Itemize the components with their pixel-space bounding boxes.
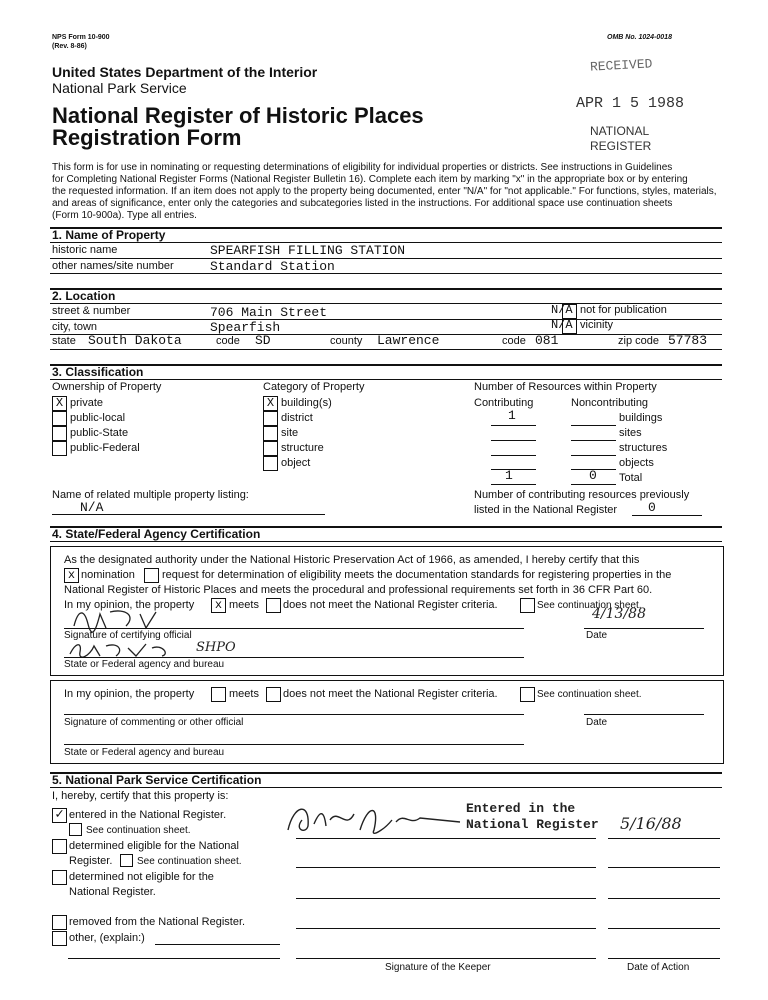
section-rule xyxy=(50,364,722,366)
service-name: National Park Service xyxy=(52,80,187,96)
received-date-stamp: APR 1 5 1988 xyxy=(576,95,685,112)
blank-line xyxy=(52,514,325,515)
instructions-line3: the requested information. If an item does not apply to the property being documented, enter "N/A" for "not applicable." For functions, styles, materials, xyxy=(52,186,717,197)
meets-checkbox[interactable]: x xyxy=(211,598,226,613)
keeper-date-line xyxy=(608,867,720,868)
agency-value[interactable]: SHPO xyxy=(196,640,236,655)
city-label: city, town xyxy=(52,321,98,333)
keeper-date-line xyxy=(608,898,720,899)
instructions-line5: (Form 10-900a). Type all entries. xyxy=(52,210,197,221)
opinion-label: In my opinion, the property xyxy=(64,599,195,611)
see-continuation-label: See continuation sheet. xyxy=(537,600,642,611)
category-site-label: site xyxy=(281,427,299,439)
agency-line xyxy=(64,657,524,658)
blank-line xyxy=(491,469,536,470)
keeper-line xyxy=(296,928,596,929)
total-label: Total xyxy=(619,472,643,484)
meets-label: meets xyxy=(229,599,259,611)
keeper-certify-text: I, hereby, certify that this property is: xyxy=(52,790,229,802)
vicinity-checkbox[interactable] xyxy=(562,319,577,334)
blank-line xyxy=(491,484,536,485)
instructions-line2: for Completing National Register Forms (National Register Bulletin 16). Complete each item by marking "x" in the appropriate box or by entering xyxy=(52,174,688,185)
ownership-private-label: private xyxy=(70,397,104,409)
county-value[interactable]: Lawrence xyxy=(377,333,440,348)
stamp-national: NATIONAL xyxy=(590,124,650,138)
city-value[interactable]: Spearfish xyxy=(210,320,281,335)
other-names-value[interactable]: Standard Station xyxy=(210,259,335,274)
section-rule xyxy=(50,288,722,290)
buildings-contributing[interactable]: 1 xyxy=(508,408,516,423)
category-buildings-label: building(s) xyxy=(281,397,332,409)
other-names-label: other names/site number xyxy=(52,260,174,272)
eligible-label-line1: determined eligible for the National xyxy=(69,840,239,852)
ownership-private-checkbox[interactable]: X xyxy=(52,396,67,411)
resources-heading: Number of Resources within Property xyxy=(474,381,657,393)
other-checkbox[interactable] xyxy=(52,931,67,946)
date-of-action-label: Date of Action xyxy=(627,962,690,973)
ownership-public-state-label: public-State xyxy=(70,427,129,439)
keeper-date-line xyxy=(608,958,720,959)
form-number: NPS Form 10-900 xyxy=(52,34,110,41)
signature-line xyxy=(64,628,524,629)
section-rule xyxy=(50,541,722,542)
historic-name-label: historic name xyxy=(52,244,118,256)
ownership-public-local-label: public-local xyxy=(70,412,126,424)
keeper-line xyxy=(296,898,596,899)
other-explain-line xyxy=(155,944,280,945)
field-rule xyxy=(50,349,722,350)
instructions-line1: This form is for use in nominating or requesting determinations of eligibility for individual properties or districts. See instructions in Guidelines xyxy=(52,162,673,173)
total-noncontributing[interactable]: 0 xyxy=(589,468,597,483)
ownership-public-state-checkbox[interactable] xyxy=(52,426,67,441)
signature-label: Signature of certifying official xyxy=(64,630,192,641)
contributing-heading: Contributing xyxy=(474,397,534,409)
does-not-meet-checkbox[interactable] xyxy=(266,598,281,613)
previously-listed-value[interactable]: 0 xyxy=(648,500,656,515)
previously-listed-line2: listed in the National Register xyxy=(474,504,618,516)
category-district-label: district xyxy=(281,412,313,424)
form-revision: (Rev. 8-86) xyxy=(52,43,87,50)
historic-name-value[interactable]: SPEARFISH FILLING STATION xyxy=(210,243,406,258)
field-rule xyxy=(50,319,722,320)
opinion2-label: In my opinion, the property xyxy=(64,688,195,700)
signature2-label: Signature of commenting or other official xyxy=(64,717,244,728)
category-heading: Category of Property xyxy=(263,381,365,393)
removed-label: removed from the National Register. xyxy=(69,916,246,928)
street-value[interactable]: 706 Main Street xyxy=(210,305,328,320)
entered-stamp-line1: Entered in the xyxy=(466,801,576,816)
blank-line xyxy=(571,455,616,456)
date-of-action-value[interactable]: 5/16/88 xyxy=(620,814,682,833)
not-for-publication-mark[interactable]: N/A xyxy=(551,303,573,317)
date-line xyxy=(584,714,704,715)
blank-line xyxy=(571,440,616,441)
not-eligible-label-line1: determined not eligible for the xyxy=(69,871,214,883)
entered-stamp-line2: National Register xyxy=(466,817,599,832)
keeper-line xyxy=(296,838,596,839)
keeper-signature-label: Signature of the Keeper xyxy=(385,962,491,973)
section-1-heading: 1. Name of Property xyxy=(52,228,166,242)
keeper-line xyxy=(296,958,596,959)
category-site-checkbox[interactable] xyxy=(263,426,278,441)
request-checkbox[interactable] xyxy=(144,568,159,583)
signature-line xyxy=(64,714,524,715)
meets2-checkbox[interactable] xyxy=(211,687,226,702)
agency2-label: State or Federal agency and bureau xyxy=(64,747,225,758)
field-rule xyxy=(50,258,722,259)
state-code-label: code xyxy=(216,335,240,347)
does-not-meet2-label: does not meet the National Register criteria. xyxy=(283,688,498,700)
state-label: state xyxy=(52,335,76,347)
see-continuation-checkbox[interactable] xyxy=(520,598,535,613)
eligible-label-line2: Register. xyxy=(69,855,113,867)
section-3-heading: 3. Classification xyxy=(52,365,144,379)
keeper-date-line xyxy=(608,838,720,839)
certification-text-line3: National Register of Historic Places and meets the procedural and professional requirements set forth in 36 CFR Part 60. xyxy=(64,584,653,596)
not-eligible-label-line2: National Register. xyxy=(69,886,156,898)
removed-checkbox[interactable] xyxy=(52,915,67,930)
ownership-heading: Ownership of Property xyxy=(52,381,162,393)
section-5-heading: 5. National Park Service Certification xyxy=(52,773,262,787)
category-district-checkbox[interactable] xyxy=(263,411,278,426)
does-not-meet2-checkbox[interactable] xyxy=(266,687,281,702)
eligible-continuation-checkbox[interactable] xyxy=(120,854,133,867)
see-continuation2-checkbox[interactable] xyxy=(520,687,535,702)
county-label: county xyxy=(330,335,363,347)
category-buildings-checkbox[interactable]: X xyxy=(263,396,278,411)
ownership-public-federal-label: public-Federal xyxy=(70,442,140,454)
zip-value[interactable]: 57783 xyxy=(668,333,708,348)
multiple-listing-value[interactable]: N/A xyxy=(80,500,104,515)
category-object-checkbox[interactable] xyxy=(263,456,278,471)
instructions-line4: and areas of significance, enter only the categories and subcategories listed in the instructions. For additional space use continuation sheets xyxy=(52,198,673,209)
objects-label: objects xyxy=(619,457,654,469)
section-4-heading: 4. State/Federal Agency Certification xyxy=(52,527,261,541)
section-rule xyxy=(50,787,722,788)
street-label: street & number xyxy=(52,305,131,317)
state-code-value[interactable]: SD xyxy=(255,333,271,348)
entered-label: entered in the National Register. xyxy=(69,809,227,821)
department-name: United States Department of the Interior xyxy=(52,64,318,80)
certification-text-line1: As the designated authority under the National Historic Preservation Act of 1966, as amended, I hereby certify that this xyxy=(64,554,640,566)
keeper-date-line xyxy=(608,928,720,929)
nomination-label: nomination xyxy=(81,569,135,581)
form-title-line2: Registration Form xyxy=(52,125,242,150)
date2-label: Date xyxy=(586,717,608,728)
sites-label: sites xyxy=(619,427,642,439)
other-explain-line xyxy=(68,958,280,959)
entered-continuation-checkbox[interactable] xyxy=(69,823,82,836)
agency-label: State or Federal agency and bureau xyxy=(64,659,225,670)
blank-line xyxy=(491,425,536,426)
category-structure-checkbox[interactable] xyxy=(263,441,278,456)
omb-number: OMB No. 1024-0018 xyxy=(607,34,672,41)
vicinity-mark[interactable]: N/A xyxy=(551,318,573,332)
agency-line xyxy=(64,744,524,745)
blank-line xyxy=(571,484,616,485)
section-2-heading: 2. Location xyxy=(52,289,116,303)
date-label: Date xyxy=(586,630,608,641)
ownership-public-federal-checkbox[interactable] xyxy=(52,441,67,456)
not-for-publication-label: not for publication xyxy=(580,304,667,316)
date-line xyxy=(584,628,704,629)
request-label: request for determination of eligibility meets the documentation standards for registering properties in the xyxy=(162,569,672,581)
multiple-listing-label: Name of related multiple property listing: xyxy=(52,489,249,501)
county-code-label: code xyxy=(502,335,526,347)
eligible-continuation-label: See continuation sheet. xyxy=(137,856,242,867)
category-object-label: object xyxy=(281,457,311,469)
buildings-label: buildings xyxy=(619,412,663,424)
nomination-checkbox[interactable]: x xyxy=(64,568,79,583)
other-label: other, (explain:) xyxy=(69,932,145,944)
entered-checkbox[interactable]: ✓ xyxy=(52,808,67,823)
section-rule xyxy=(50,379,722,380)
blank-line xyxy=(571,425,616,426)
blank-line xyxy=(632,515,702,516)
total-contributing[interactable]: 1 xyxy=(505,468,513,483)
county-code-value[interactable]: 081 xyxy=(535,333,559,348)
zip-label: zip code xyxy=(618,335,659,347)
stamp-register: REGISTER xyxy=(590,139,652,153)
blank-line xyxy=(491,455,536,456)
keeper-line xyxy=(296,867,596,868)
meets2-label: meets xyxy=(229,688,259,700)
vicinity-label: vicinity xyxy=(580,319,614,331)
does-not-meet-label: does not meet the National Register criteria. xyxy=(283,599,498,611)
not-eligible-checkbox[interactable] xyxy=(52,870,67,885)
not-for-publication-checkbox[interactable] xyxy=(562,304,577,319)
entered-continuation-label: See continuation sheet. xyxy=(86,825,191,836)
ownership-public-local-checkbox[interactable] xyxy=(52,411,67,426)
blank-line xyxy=(491,440,536,441)
eligible-checkbox[interactable] xyxy=(52,839,67,854)
structures-label: structures xyxy=(619,442,668,454)
noncontributing-heading: Noncontributing xyxy=(571,397,649,409)
received-stamp: RECEIVED xyxy=(589,56,653,75)
keeper-signature xyxy=(284,800,474,840)
certification-date[interactable]: 4/13/88 xyxy=(592,606,646,622)
field-rule xyxy=(50,273,722,274)
form-title-line1: National Register of Historic Places xyxy=(52,103,424,128)
see-continuation2-label: See continuation sheet. xyxy=(537,689,642,700)
previously-listed-line1: Number of contributing resources previously xyxy=(474,489,690,501)
category-structure-label: structure xyxy=(281,442,324,454)
state-value[interactable]: South Dakota xyxy=(88,333,182,348)
